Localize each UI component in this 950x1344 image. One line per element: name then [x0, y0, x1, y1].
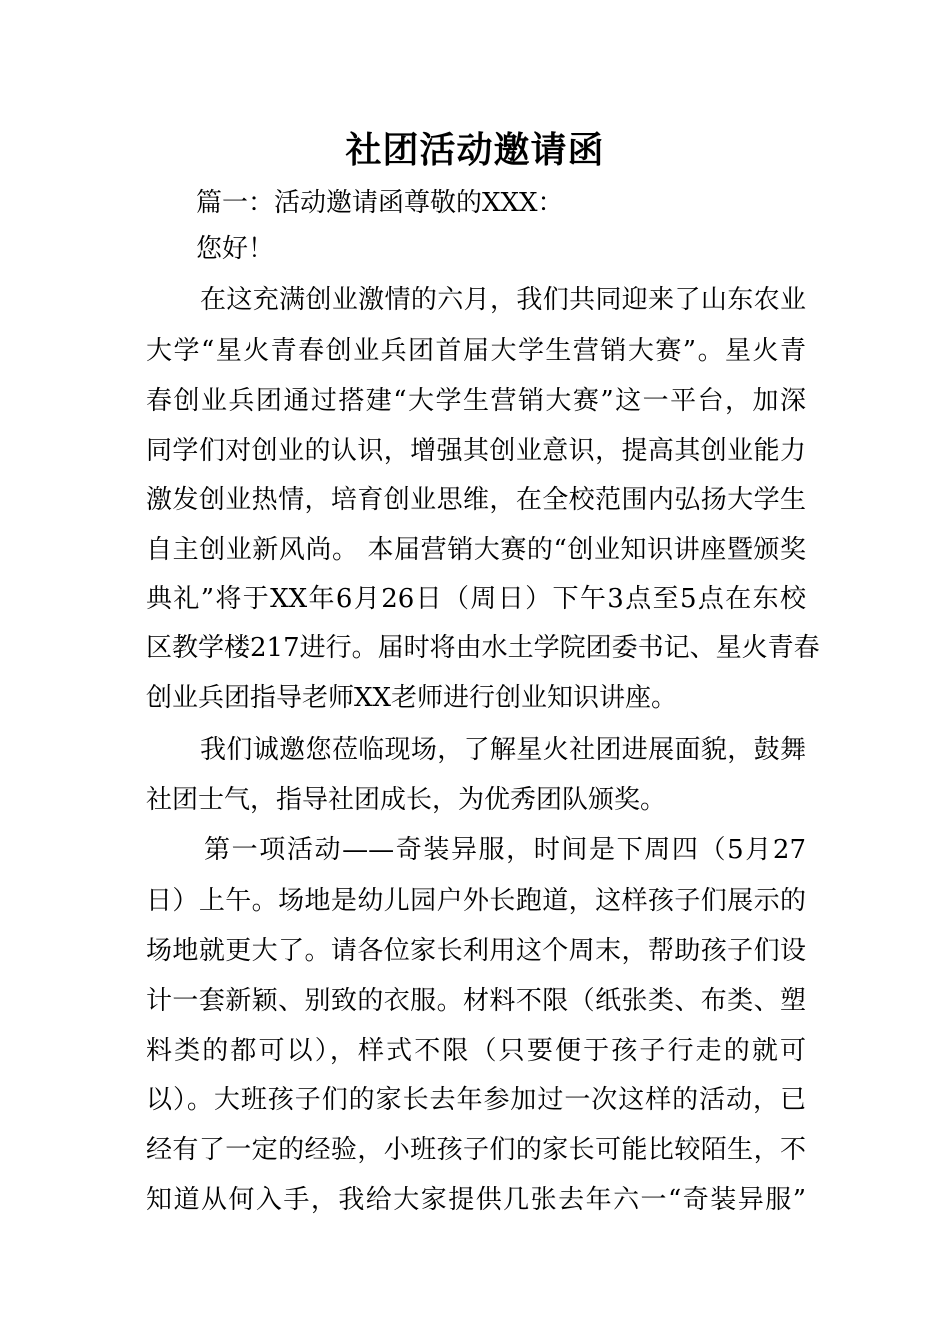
text-line-3: 在这充满创业激情的六月，我们共同迎来了山东农业	[200, 285, 806, 315]
text-line-15: 日）上午。场地是幼儿园户外长跑道，这样孩子们展示的	[146, 886, 806, 916]
text-line-12: 我们诚邀您莅临现场，了解星火社团进展面貌，鼓舞	[200, 735, 806, 765]
text-line-17: 计一套新颖、别致的衣服。材料不限（纸张类、布类、塑	[146, 986, 806, 1016]
text-line-14: 第一项活动——奇装异服，时间是下周四（5月27	[204, 835, 806, 865]
text-line-13: 社团士气，指导社团成长，为优秀团队颁奖。	[146, 785, 667, 815]
text-line-20: 经有了一定的经验，小班孩子们的家长可能比较陌生，不	[146, 1135, 806, 1165]
document-title: 社团活动邀请函	[345, 129, 605, 171]
text-line-4: 大学“星火青春创业兵团首届大学生营销大赛”。星火青	[146, 336, 806, 366]
text-line-7: 激发创业热情，培育创业思维，在全校范围内弘扬大学生	[146, 485, 806, 515]
text-line-19: 以）。大班孩子们的家长去年参加过一次这样的活动，已	[146, 1085, 806, 1115]
text-line-5: 春创业兵团通过搭建“大学生营销大赛”这一平台，加深	[146, 386, 806, 416]
text-line-16: 场地就更大了。请各位家长利用这个周末，帮助孩子们设	[146, 936, 806, 966]
text-line-1: 篇一：活动邀请函尊敬的XXX：	[196, 188, 564, 218]
text-line-21: 知道从何入手，我给大家提供几张去年六一“奇装异服”	[146, 1185, 806, 1215]
text-line-9: 典礼”将于XX年6月26日（周日）下午3点至5点在东校	[146, 584, 806, 614]
text-line-10: 区教学楼217进行。届时将由水土学院团委书记、星火青春	[146, 633, 820, 663]
text-line-8: 自主创业新风尚。 本届营销大赛的“创业知识讲座暨颁奖	[146, 535, 806, 565]
text-line-2: 您好！	[196, 234, 275, 264]
text-line-6: 同学们对创业的认识，增强其创业意识，提高其创业能力	[146, 436, 806, 466]
text-line-11: 创业兵团指导老师XX老师进行创业知识讲座。	[146, 683, 678, 713]
text-line-18: 料类的都可以），样式不限（只要便于孩子行走的就可	[146, 1036, 806, 1066]
